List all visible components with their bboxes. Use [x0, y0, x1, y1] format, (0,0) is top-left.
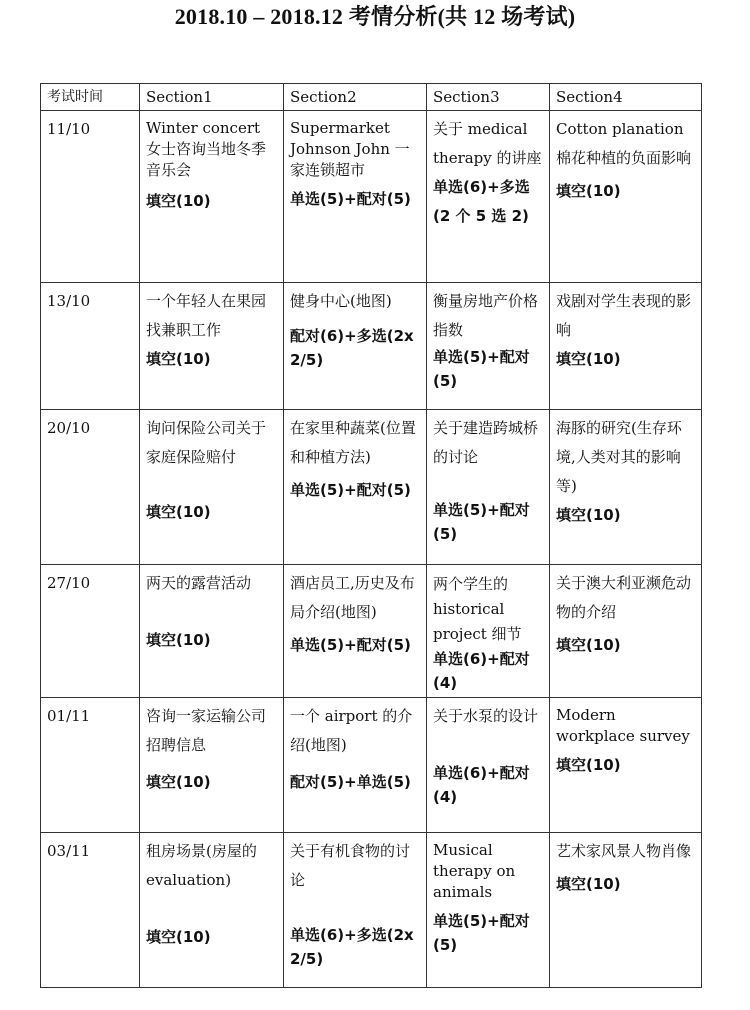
section1-cell: [140, 698, 284, 833]
question-type: 单选(6)+配对(4): [433, 650, 530, 692]
topic-text: 一个 airport 的介绍(地图): [290, 707, 413, 754]
exam-date: 11/10: [41, 111, 140, 283]
section3-cell: [427, 565, 550, 698]
topic-text: 询问保险公司关于家庭保险赔付: [146, 419, 267, 466]
topic-text: 艺术家风景人物肖像: [556, 842, 692, 860]
section1-cell: [140, 833, 284, 988]
section4-cell: [550, 111, 702, 283]
question-type: 填空(10): [556, 875, 621, 893]
question-type: 配对(6)+多选(2x 2/5): [290, 327, 414, 369]
question-type: 单选(6)+多选(2 个 5 选 2): [433, 178, 530, 225]
section1-cell: [140, 565, 284, 698]
section2-cell: [284, 283, 427, 410]
question-type: 填空(10): [556, 182, 621, 200]
topic-text: 健身中心(地图): [290, 292, 392, 310]
question-type: 单选(5)+配对(5): [433, 348, 530, 390]
section4-cell: [550, 283, 702, 410]
topic-text: 关于建造跨城桥的讨论: [433, 419, 539, 466]
question-type: 填空(10): [556, 636, 621, 654]
exam-analysis-table: [40, 83, 702, 988]
page-title: 2018.10 – 2018.12 考情分析(共 12 场考试): [174, 4, 576, 29]
header-exam-date: 考试时间: [41, 84, 140, 111]
topic-text: 关于澳大利亚濒危动物的介绍: [556, 574, 692, 621]
exam-date: 01/11: [41, 698, 140, 833]
question-type: 单选(5)+配对(5): [290, 190, 411, 208]
topic-text: 关于 medical therapy 的讲座: [433, 120, 542, 167]
section1-cell: [140, 283, 284, 410]
exam-date: 20/10: [41, 410, 140, 565]
table-row: [41, 283, 702, 410]
section2-cell: [284, 698, 427, 833]
topic-text: 租房场景(房屋的 evaluation): [146, 842, 257, 889]
section3-cell: [427, 833, 550, 988]
section3-cell: [427, 410, 550, 565]
section3-cell: [427, 283, 550, 410]
topic-text: 一个年轻人在果园找兼职工作: [146, 292, 267, 339]
table-row: [41, 410, 702, 565]
section4-cell: [550, 833, 702, 988]
question-type: 填空(10): [556, 350, 621, 368]
exam-date: 13/10: [41, 283, 140, 410]
section4-cell: [550, 698, 702, 833]
topic-text: 酒店员工,历史及布局介绍(地图): [290, 574, 415, 621]
section2-cell: [284, 410, 427, 565]
question-type: 填空(10): [556, 506, 621, 524]
topic-text: Winter concert 女士咨询当地冬季音乐会: [146, 119, 267, 179]
table-row: [41, 565, 702, 698]
question-type: 单选(5)+配对(5): [290, 481, 411, 499]
table-row: [41, 111, 702, 283]
question-type: 填空(10): [146, 928, 211, 946]
question-type: 填空(10): [146, 350, 211, 368]
topic-text: 衡量房地产价格指数: [433, 292, 539, 339]
topic-text: 海豚的研究(生存环境,人类对其的影响等): [556, 419, 682, 495]
exam-date: 27/10: [41, 565, 140, 698]
question-type: 填空(10): [556, 756, 621, 774]
topic-text: 咨询一家运输公司招聘信息: [146, 707, 267, 754]
section1-cell: [140, 111, 284, 283]
question-type: 单选(5)+配对(5): [433, 912, 530, 954]
section1-cell: [140, 410, 284, 565]
question-type: 填空(10): [146, 631, 211, 649]
section3-cell: [427, 111, 550, 283]
header-section4: Section4: [550, 84, 702, 111]
section4-cell: [550, 410, 702, 565]
question-type: 单选(5)+配对(5): [290, 636, 411, 654]
topic-text: 两天的露营活动: [146, 574, 252, 592]
question-type: 单选(5)+配对(5): [433, 501, 530, 543]
question-type: 填空(10): [146, 773, 211, 791]
topic-text: 两个学生的 historical project 细节: [433, 575, 522, 643]
question-type: 填空(10): [146, 503, 211, 521]
topic-text: 在家里种蔬菜(位置和种植方法): [290, 419, 416, 466]
question-type: 单选(6)+配对(4): [433, 764, 530, 806]
table-row: [41, 698, 702, 833]
section2-cell: [284, 565, 427, 698]
topic-text: Musical therapy on animals: [433, 841, 516, 901]
table-header-row: [41, 84, 702, 111]
section2-cell: [284, 111, 427, 283]
section3-cell: [427, 698, 550, 833]
topic-text: Supermarket Johnson John 一家连锁超市: [290, 119, 410, 179]
section2-cell: [284, 833, 427, 988]
section4-cell: [550, 565, 702, 698]
topic-text: 关于水泵的设计: [433, 707, 539, 725]
topic-text: 戏剧对学生表现的影响: [556, 292, 692, 339]
question-type: 配对(5)+单选(5): [290, 773, 411, 791]
topic-text: Cotton planation 棉花种植的负面影响: [556, 120, 692, 167]
topic-text: Modern workplace survey: [556, 706, 690, 745]
table-row: [41, 833, 702, 988]
exam-date: 03/11: [41, 833, 140, 988]
question-type: 单选(6)+多选(2x 2/5): [290, 926, 414, 968]
topic-text: 关于有机食物的讨论: [290, 842, 411, 889]
header-section1: Section1: [140, 84, 284, 111]
header-section3: Section3: [427, 84, 550, 111]
question-type: 填空(10): [146, 192, 211, 210]
header-section2: Section2: [284, 84, 427, 111]
